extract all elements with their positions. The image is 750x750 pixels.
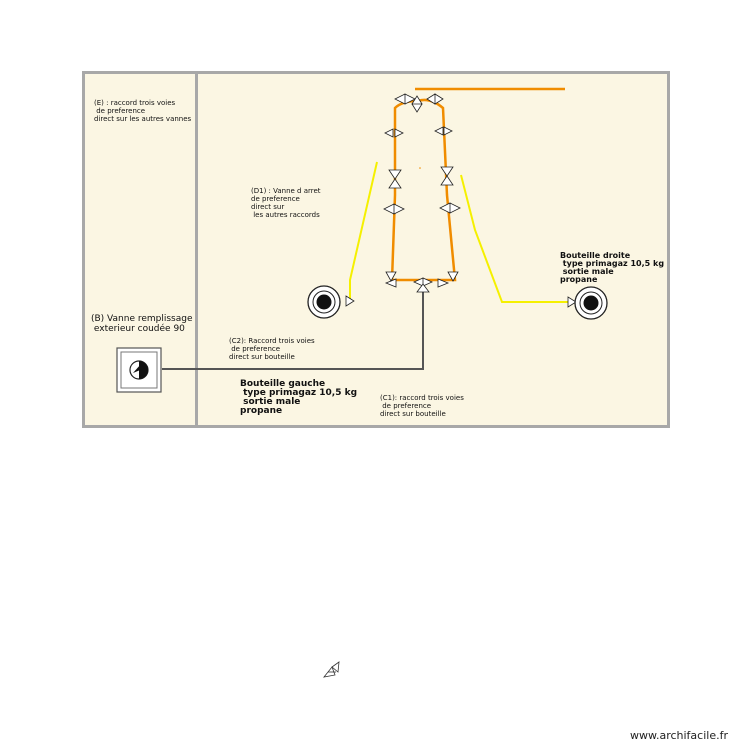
- north-arrow-icon: [324, 662, 339, 677]
- label-bouteille-gauche: Bouteille gauche type primagaz 10,5 kg sortie male propane: [240, 379, 358, 416]
- flex-hose-right: [461, 175, 575, 302]
- label-vanne-d1: (D1) : Vanne d arret de preference direct sur les autres raccords: [251, 187, 321, 219]
- label-raccord-c2: (C2): Raccord trois voies de preference direct sur bouteille: [229, 337, 315, 361]
- label-raccord-c1: (C1): raccord trois voies de preference direct sur bouteille: [380, 394, 464, 418]
- label-raccord-e: (E) : raccord trois voies de preference direct sur les autres vannes: [94, 99, 192, 123]
- bottle-right-symbol: [575, 287, 607, 319]
- label-vanne-b: (B) Vanne remplissage exterieur coudée 90: [91, 314, 193, 334]
- gas-pipe-loop: [392, 100, 455, 280]
- label-bouteille-droite: Bouteille droite type primagaz 10,5 kg sortie male propane: [560, 251, 665, 284]
- watermark: www.archifacile.fr: [629, 729, 728, 742]
- flex-hose-left: [350, 162, 377, 300]
- valve-symbols: [346, 94, 576, 307]
- filling-valve-symbol: [117, 348, 161, 392]
- bottle-left-symbol: [308, 286, 340, 318]
